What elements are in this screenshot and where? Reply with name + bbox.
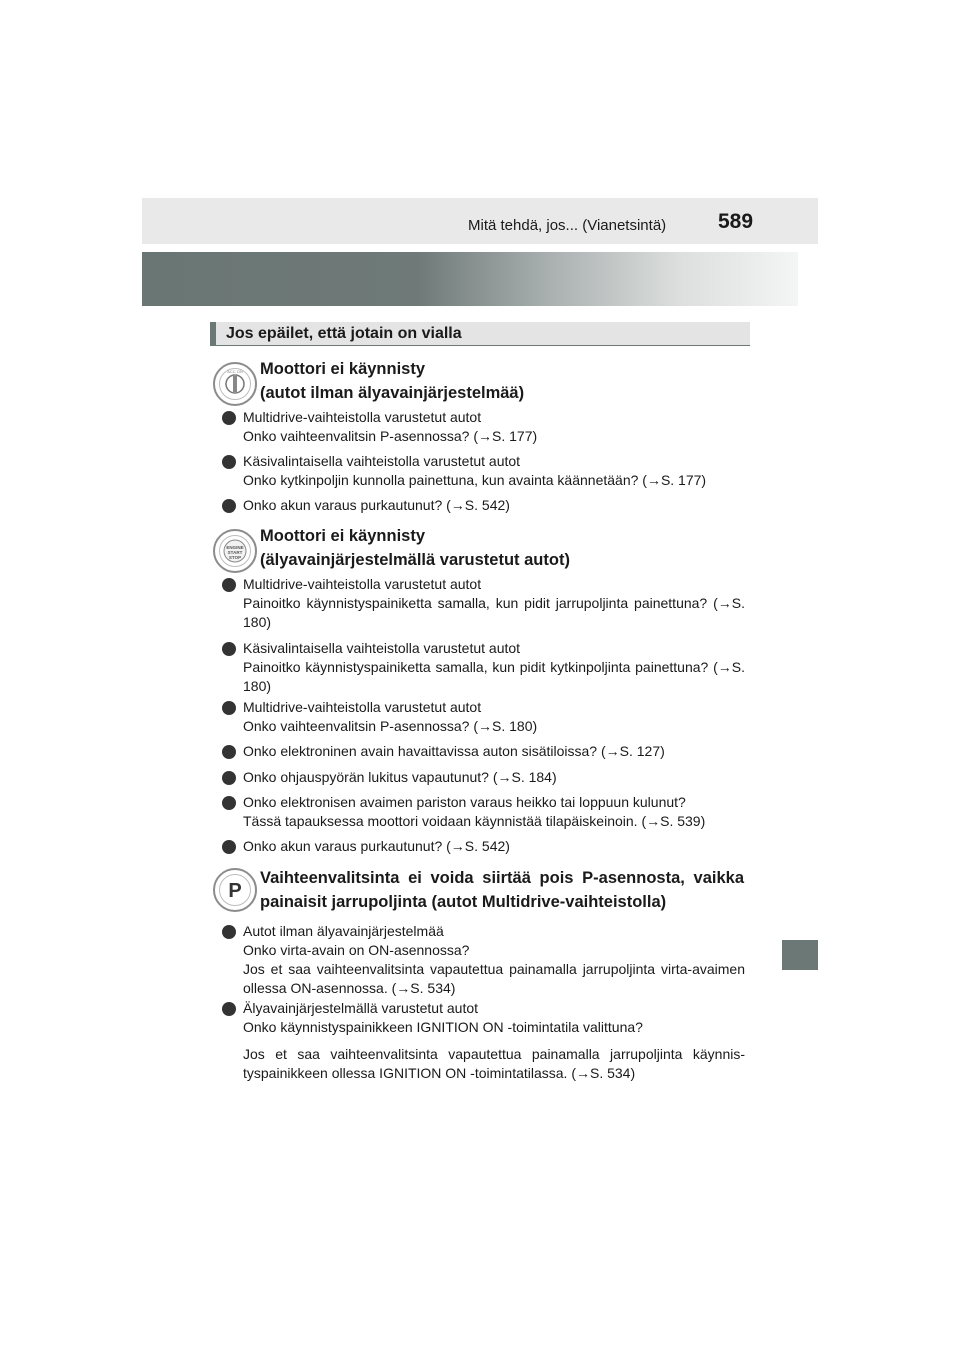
- list-item-continuation: Jos et saa vaihteenvalitsinta vapautettua painamalla jarrupoljinta käynnis-tyspainikkeen ollessa IGNITION ON -toimintatilassa. (→S. 534): [243, 1046, 745, 1081]
- bullet: [222, 455, 236, 469]
- chapter-band: [142, 252, 798, 306]
- bullet: [222, 771, 236, 785]
- block-heading: Moottori ei käynnisty (älyavainjärjestelmällä varustetut autot): [260, 527, 570, 569]
- page-number: 589: [718, 210, 754, 233]
- list-item: Autot ilman älyavainjärjestelmää Onko virta-avain on ON-asennossa? Jos et saa vaihteenvalitsinta vapautettua painamalla jarrupoljinta virta-avaimen ollessa ON-asennossa. (→S. 534): [243, 923, 745, 996]
- bullet: [222, 642, 236, 656]
- list-item: Multidrive-vaihteistolla varustetut autot Onko vaihteenvalitsin P-asennossa? (→S. 177): [243, 409, 538, 444]
- bullet: [222, 578, 236, 592]
- list-item: Onko akun varaus purkautunut? (→S. 542): [243, 497, 510, 513]
- list-item: Onko ohjauspyörän lukitus vapautunut? (→S. 184): [243, 769, 557, 785]
- svg-text:ENGINE: ENGINE: [226, 545, 244, 550]
- svg-text:START: START: [227, 550, 243, 555]
- list-item: Onko elektroninen avain havaittavissa auton sisätiloissa? (→S. 127): [243, 743, 665, 759]
- list-item: Onko akun varaus purkautunut? (→S. 542): [243, 838, 510, 854]
- list-item: Multidrive-vaihteistolla varustetut autot Painoitko käynnistyspainiketta samalla, kun pidit jarrupoljinta painettuna? (→S. 180): [243, 576, 745, 630]
- park-position-letter: P: [228, 880, 242, 902]
- bullet: [222, 411, 236, 425]
- block-heading: Vaihteenvalitsinta ei voida siirtää pois P-asennosta, vaikka painaisit jarrupoljinta (autot Multidrive-vaihteistolla): [260, 869, 744, 911]
- bullet: [222, 840, 236, 854]
- list-item: Multidrive-vaihteistolla varustetut autot Onko vaihteenvalitsin P-asennossa? (→S. 180): [243, 699, 538, 734]
- svg-text:ACC ON: ACC ON: [227, 369, 243, 374]
- list-item: Älyavainjärjestelmällä varustetut autot Onko käynnistyspainikkeen IGNITION ON -toimintatila valittuna?: [243, 1000, 643, 1035]
- list-item: Onko elektronisen avaimen pariston varaus heikko tai loppuun kulunut? Tässä tapauksessa moottori voidaan käynnistää tilapäiskeinoin. (→S. 539): [243, 794, 706, 829]
- bullet: [222, 796, 236, 810]
- section-header: [210, 322, 750, 346]
- ignition-key-switch-icon: [213, 362, 257, 406]
- block-heading: Moottori ei käynnisty (autot ilman älyavainjärjestelmää): [260, 360, 525, 402]
- park-position-icon: [213, 868, 257, 912]
- bullet: [222, 745, 236, 759]
- chapter-side-tab: [782, 940, 818, 970]
- list-item: Käsivalintaisella vaihteistolla varustetut autot Onko kytkinpoljin kunnolla painettuna, kun avainta käännetään? (→S. 177): [243, 453, 707, 488]
- engine-start-stop-button-icon: [213, 529, 257, 573]
- svg-text:STOP: STOP: [228, 555, 242, 560]
- bullet: [222, 701, 236, 715]
- section-title: Jos epäilet, että jotain on vialla: [226, 325, 462, 342]
- bullet: [222, 925, 236, 939]
- chapter-title: Mitä tehdä, jos... (Vianetsintä): [468, 217, 667, 234]
- list-item: Käsivalintaisella vaihteistolla varustetut autot Painoitko käynnistyspainiketta samalla, kun pidit kytkinpoljinta painettuna? (→S. 180): [243, 640, 745, 694]
- bullet: [222, 1002, 236, 1016]
- bullet: [222, 499, 236, 513]
